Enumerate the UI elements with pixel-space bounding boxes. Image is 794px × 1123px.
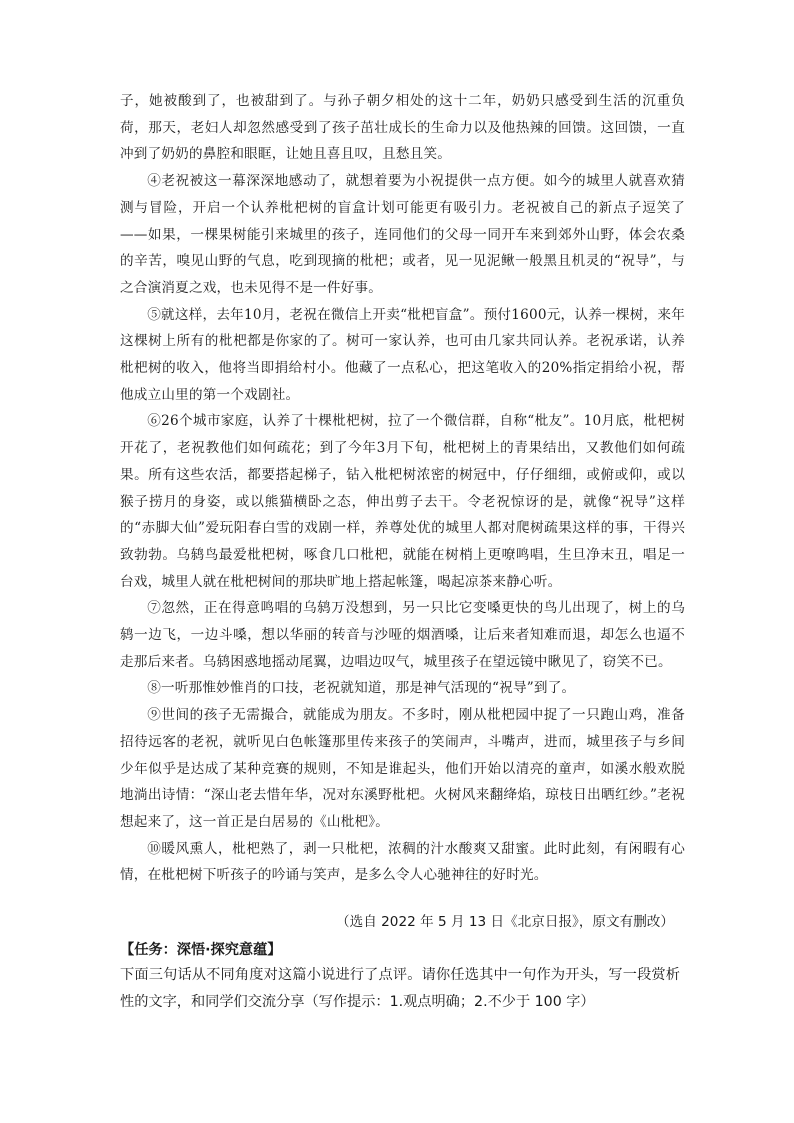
task-section	[120, 938, 680, 1016]
paragraph-6: ⑥26个城市家庭，认养了十棵枇杷树，拉了一个微信群，自称“枇友”。10月底，枇杷树开花了，老祝教他们如何疏花；到了今年3月下旬，枇杷树上的青果结出，又教他们如何疏果。所有这些农活，都要搭起梯子，钻入枇杷树浓密的树冠中，仔仔细细，或俯或仰，或以猴子捞月的身姿，或以熊猫横卧之态，伸出剪子去干。令老祝惊讶的是，就像“祝导”这样的“赤脚大仙”爱玩阳春白雪的戏剧一样，养尊处优的城里人都对爬树疏果这样的事，干得兴致勃勃。乌鸫鸟最爱枇杷树，啄食几口枇杷，就能在树梢上更嘹鸣唱，生旦净末丑，唱足一台戏，城里人就在枇杷树间的那块旷地上搭起帐篷，喝起凉茶来静心听。	[120, 413, 685, 590]
article-source: （选自 2022 年 5 月 13 日《北京日报》，原文有删改）	[336, 914, 674, 930]
paragraph-10: ⑩暖风熏人，枇杷熟了，剥一只枇杷，浓稠的汁水酸爽又甜蜜。此时此刻，有闲暇有心情，在枇杷树下听孩子的吟诵与笑声，是多么令人心驰神往的好时光。	[120, 840, 685, 884]
paragraph-9: ⑨世间的孩子无需撮合，就能成为朋友。不多时，刚从枇杷园中捉了一只跑山鸡，准备招待远客的老祝，就听见白色帐篷那里传来孩子的笑闹声，斗嘴声，进而，城里孩子与乡间少年似乎是达成了某种竞赛的规则，不知是谁起头，他们开始以清亮的童声，如溪水般欢脱地淌出诗情：“深山老去惜年华，况对东溪野枇杷。火树风来翻绛焰，琼枝日出晒红纱。”老祝想起来了，这一首正是白居易的《山枇杷》。	[120, 707, 685, 830]
paragraph-8: ⑧一听那惟妙惟肖的口技，老祝就知道，那是神气活现的“祝导”到了。	[147, 680, 576, 697]
paragraph-5: ⑤就这样，去年10月，老祝在微信上开卖“枇杷盲盒”。预付1600元，认养一棵树，来年这棵树上所有的枇杷都是你家的了。树可一家认养，也可由几家共同认养。老祝承诺，认养枇杷树的收入，他将当即捐给村小。他藏了一点私心，把这笔收入的20%指定捐给小祝，帮他成立山里的第一个戏剧社。	[120, 306, 685, 403]
paragraph-7: ⑦忽然，正在得意鸣唱的乌鸫万没想到，另一只比它变嗓更快的鸟儿出现了，树上的乌鸫一边飞，一边斗嗓，想以华丽的转音与沙哑的烟酒嗓，让后来者知难而退，却怎么也逼不走那后来者。乌鸫困惑地摇动尾翼，边唱边叹气，城里孩子在望远镜中瞅见了，窃笑不已。	[120, 600, 685, 670]
task-title: 【任务：深悟·探究意蕴】	[120, 942, 282, 958]
paragraph-4: ④老祝被这一幕深深地感动了，就想着要为小祝提供一点方便。如今的城里人就喜欢猜测与冒险，开启一个认养枇杷树的盲盒计划可能更有吸引力。老祝被自己的新点子逗笑了——如果，一棵果树能引来城里的孩子，连同他们的父母一同开车来到郊外山野，体会农桑的辛苦，嗅见山野的气息，吃到现摘的枇杷；或者，见一见泥鳅一般黑且机灵的“祝导”，与之合演消夏之戏，也未见得不是一件好事。	[120, 173, 685, 296]
paragraph-continuation: 子，她被酸到了，也被甜到了。与孙子朝夕相处的这十二年，奶奶只感受到生活的沉重负荷，那天，老妇人却忽然感受到了孩子茁壮成长的生命力以及他热辣的回馈。这回馈，一直冲到了奶奶的鼻腔和眼眶，让她且喜且叹，且愁且笑。	[120, 93, 685, 163]
article-body	[120, 88, 685, 889]
task-instructions: 下面三句话从不同角度对这篇小说进行了点评。请你任选其中一句作为开头，写一段赏析性的文字，和同学们交流分享（写作提示：1.观点明确；2.不少于 100 字）	[120, 967, 680, 1010]
